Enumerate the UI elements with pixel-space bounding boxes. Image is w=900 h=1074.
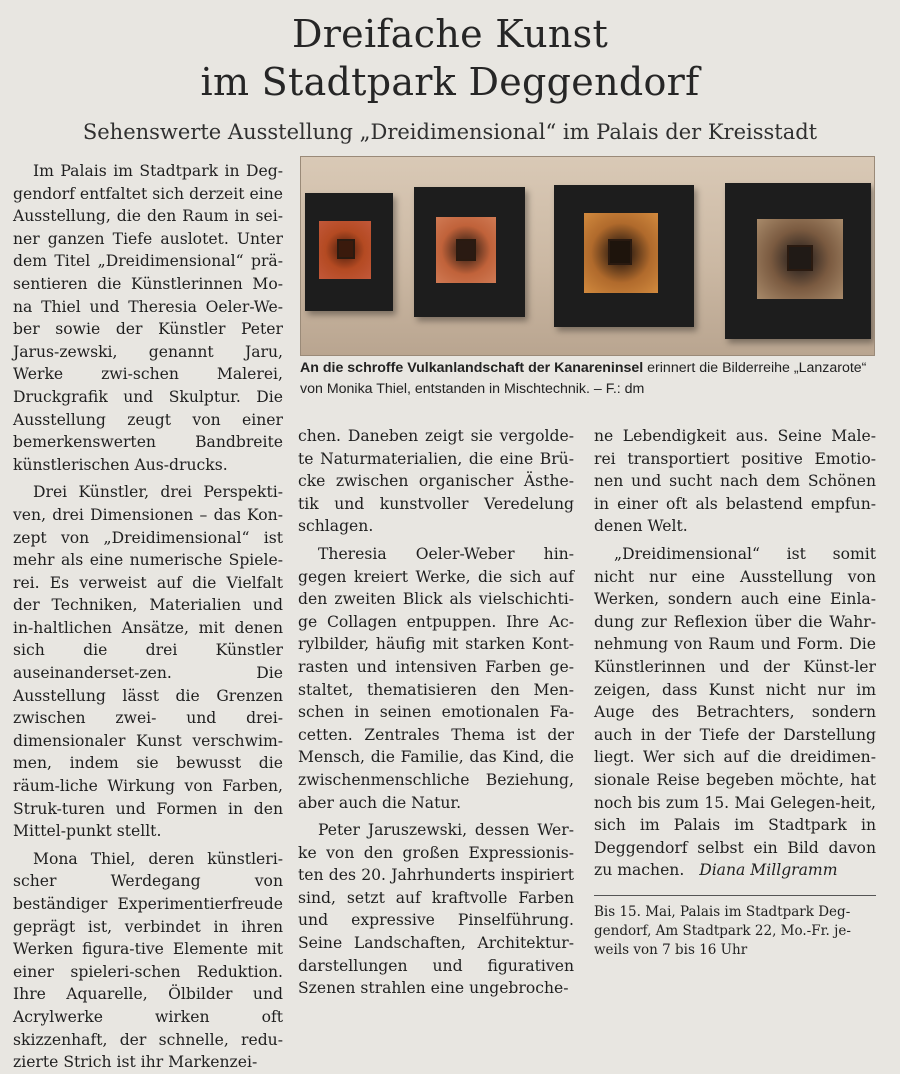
paragraph: ne Lebendigkeit aus. Seine Male-rei transportiert positive Emotio-nen und sucht nach dem Schönen in einer oft als belastend empfun-denen Welt.	[594, 427, 876, 536]
artwork-2	[414, 187, 525, 317]
caption-bold: An die schroffe Vulkanlandschaft der Kanareninsel	[300, 360, 644, 376]
info-divider	[594, 895, 876, 896]
article-photo	[300, 156, 875, 356]
paragraph: Im Palais im Stadtpark in Deg-gendorf entfaltet sich derzeit eine Ausstellung, die den Raum in sei-ner ganzen Tiefe auslotet. Unter dem Titel „Dreidimensional“ prä-sentieren die Künstlerinnen Mo-na Thiel und Theresia Oeler-We-ber sowie der Künstler Peter Jarus-zewski, genannt Jaru, Werke zwi-schen Malerei, Druckgrafik und Skulptur. Die Ausstellung zeugt von einer bemerkenswerten Bandbreite künstlerischen Aus-drucks.	[13, 162, 283, 474]
article-column-3	[594, 425, 876, 882]
paragraph: „Dreidimensional“ ist somit nicht nur eine Ausstellung von Werken, sondern auch eine Einla-dung zur Reflexion über die Wahr-nehmung von Raum und Form. Die Künstlerinnen und der Künst-ler zeigen, dass Kunst nicht nur im Auge des Betrachters, sondern auch in der Tiefe der Darstellung liegt. Wer sich auf die dreidimen-sionale Reise begeben möchte, hat noch bis zum 15. Mai Gelegen-heit, sich im Palais im Stadtpark in Deggendorf selbst ein Bild davon zu machen.	[594, 544, 876, 880]
article-subheadline: Sehenswerte Ausstellung „Dreidimensional“ im Palais der Kreisstadt	[82, 120, 818, 144]
photo-credit: – F.: dm	[589, 381, 645, 397]
article-column-1	[13, 160, 283, 1074]
photo-caption	[300, 358, 880, 400]
paragraph: Mona Thiel, deren künstleri-scher Werdegang von beständiger Experimentierfreude geprägt ist, verbindet in ihren Werken figura-tive Elemente mit einer spieleri-schen Reduktion. Ihre Aquarelle, Ölbilder und Acrylwerke wirken oft skizzenhaft, der schnelle, redu-zierte Strich ist ihr Markenzei-	[13, 849, 283, 1072]
artwork-1	[305, 193, 393, 311]
event-info-box: Bis 15. Mai, Palais im Stadtpark Deg-gendorf, Am Stadtpark 22, Mo.-Fr. je-weils von 7 bis 16 Uhr	[594, 904, 851, 958]
headline-line-2: im Stadtpark Deggendorf	[200, 60, 700, 104]
paragraph: chen. Daneben zeigt sie vergolde-te Naturmaterialien, die eine Brü-cke zwischen organischer Ästhe-tik und kunstvoller Veredelung schlagen.	[298, 427, 574, 536]
paragraph: Drei Künstler, drei Perspekti-ven, drei Dimensionen – das Kon-zept von „Dreidimensional“ ist mehr als eine numerische Spiele-rei. Es verweist auf die Vielfalt der Techniken, Materialien und in-haltlichen Ansätze, mit denen sich die drei Künstler auseinanderset-zen. Die Ausstellung lässt die Grenzen zwischen zwei- und drei-dimensionaler Kunst verschwim-men, indem sie bewusst die räum-liche Wirkung von Farben, Struk-turen und Formen in den Mittel-punkt stellt.	[13, 483, 283, 841]
article-headline	[0, 10, 900, 106]
author-byline: Diana Millgramm	[699, 861, 838, 880]
artwork-4	[725, 183, 871, 339]
caption-text: erinnert die Bilderreihe „Lanzarote“ von Monika Thiel, entstanden in Mischtechnik.	[300, 360, 867, 397]
headline-line-1: Dreifache Kunst	[291, 12, 609, 56]
paragraph: Peter Jaruszewski, dessen Wer-ke von den großen Expressionis-ten des 20. Jahrhunderts inspiriert sind, setzt auf kraftvolle Farben und expressive Pinselführung. Seine Landschaften, Architektur-darstellungen und figurativen Szenen strahlen eine ungebroche-	[298, 821, 574, 998]
article-column-2	[298, 425, 574, 1000]
artwork-3	[554, 185, 694, 327]
paragraph: Theresia Oeler-Weber hin-gegen kreiert Werke, die sich auf den zweiten Blick als vielschichti-ge Collagen entpuppen. Ihre Ac-rylbilder, häufig mit starken Kont-rasten und intensiven Farben ge-staltet, thematisieren den Men-schen in seinen emotionalen Fa-cetten. Zentrales Thema ist der Mensch, die Familie, das Kind, die zwischenmenschliche Beziehung, aber auch die Natur.	[298, 544, 574, 812]
